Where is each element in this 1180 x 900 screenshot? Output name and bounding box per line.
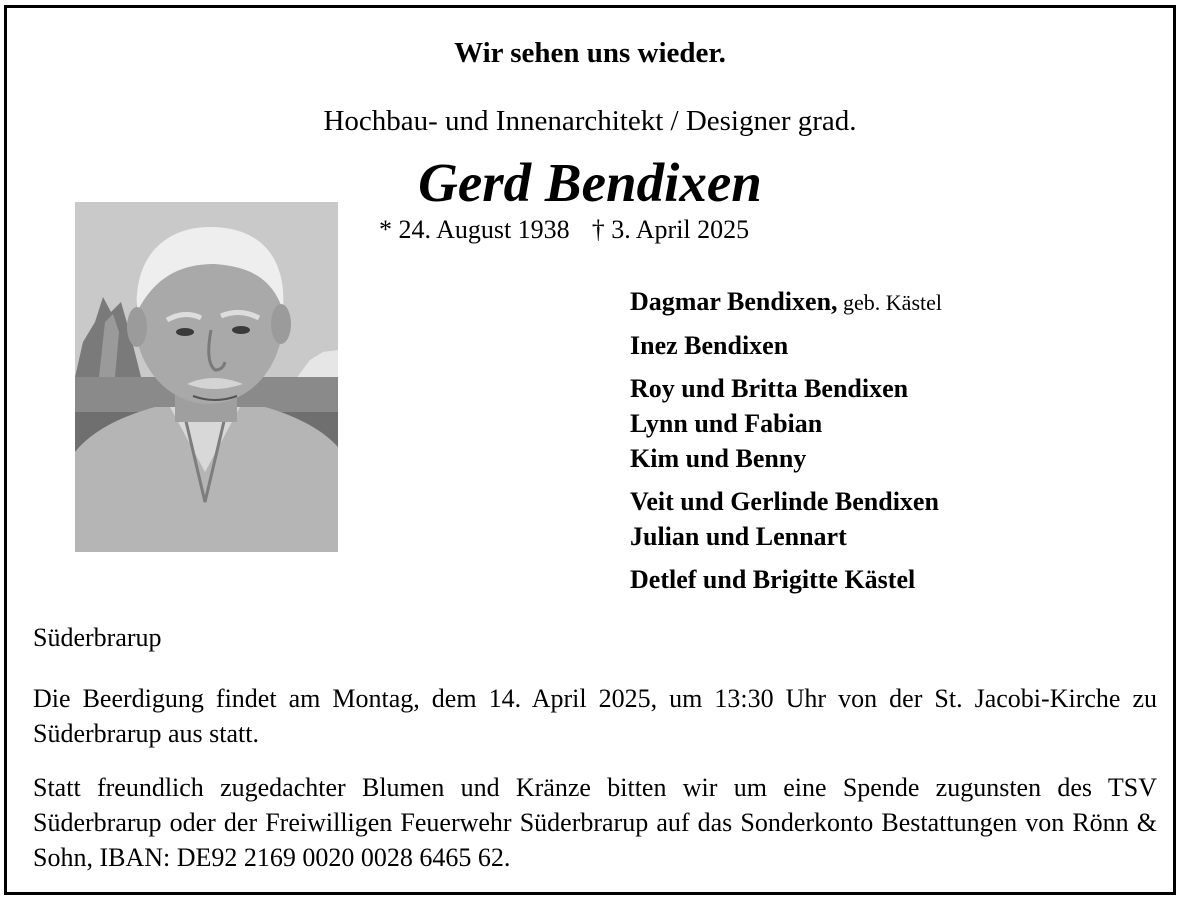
mourner-name: Kim und Benny — [630, 444, 807, 473]
mourner-name: Detlef und Brigitte Kästel — [630, 565, 916, 594]
donation-text: Statt freundlich zugedachter Blumen und Kränze bitten wir um eine Spende zugunsten des TSV Süderbrarup oder der Freiwilligen Feuerwehr Süderbrarup auf das Sonderkonto Bestattungen von Rönn & Sohn, IBAN: DE92 2169 0020 0028 6465 62. — [33, 773, 1157, 872]
mourner-name: Julian und Lennart — [630, 522, 847, 551]
mourner-name: Roy und Britta Bendixen — [630, 374, 909, 403]
mourner-name: Dagmar Bendixen, — [630, 287, 838, 316]
obituary-notice — [4, 5, 1176, 895]
profession: Hochbau- und Innenarchitekt / Designer grad. — [323, 105, 857, 137]
deceased-name: Gerd Bendixen — [418, 152, 762, 213]
mourner-group — [630, 284, 942, 320]
mourner-group — [630, 562, 942, 597]
maiden-name: geb. Kästel — [837, 290, 942, 315]
death-date: † 3. April 2025 — [591, 215, 750, 244]
motto: Wir sehen uns wieder. — [454, 37, 726, 69]
portrait-photo-icon — [75, 202, 338, 552]
birth-date: * 24. August 1938 — [379, 215, 570, 244]
mourner-name: Inez Bendixen — [630, 331, 789, 360]
place: Süderbrarup — [33, 623, 162, 652]
mourner-group — [630, 328, 942, 363]
life-dates — [379, 214, 749, 246]
mourner-group — [630, 371, 942, 476]
funeral-text: Die Beerdigung findet am Montag, dem 14. April 2025, um 13:30 Uhr von der St. Jacobi-Kirche zu Süderbrarup aus statt. — [33, 684, 1157, 748]
mourner-name: Veit und Gerlinde Bendixen — [630, 487, 939, 516]
mourners-list — [630, 284, 942, 605]
mourner-group — [630, 484, 942, 554]
mourner-name: Lynn und Fabian — [630, 409, 823, 438]
portrait-photo — [75, 202, 338, 552]
